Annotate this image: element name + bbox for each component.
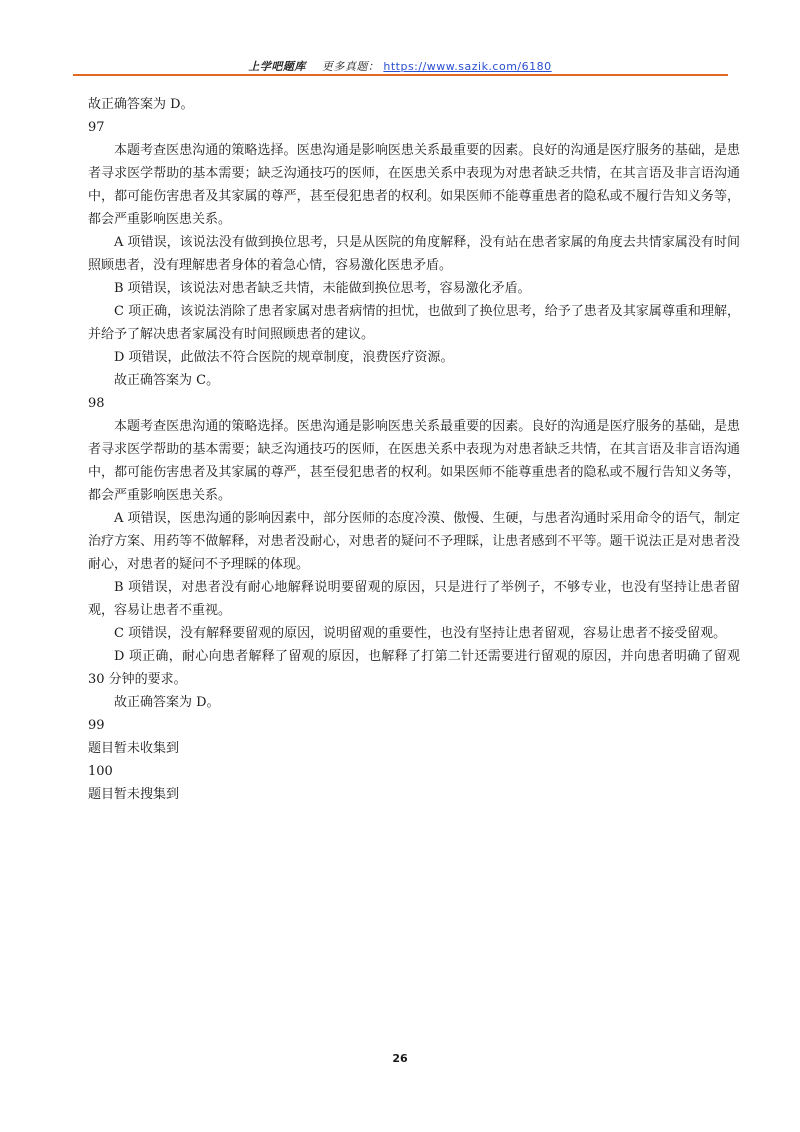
option-d-analysis: D 项错误，此做法不符合医院的规章制度，浪费医疗资源。 — [114, 350, 454, 365]
explanation-paragraph: 本题考查医患沟通的策略选择。医患沟通是影响医患关系最重要的因素。良好的沟通是医疗服务的基础，是患者寻求医学帮助的基本需要；缺乏沟通技巧的医师，在医患关系中表现为对患者缺乏共情，在其言语及非言语沟通中，都可能伤害患者及其家属的尊严，甚至侵犯患者的权利。如果医师不能尊重患者的隐私或不履行告知义务等，都会严重影响医患关系。 — [88, 143, 740, 227]
header-divider — [73, 74, 728, 76]
option-d-analysis: D 项正确，耐心向患者解释了留观的原因，也解释了打第二针还需要进行留观的原因，并向患者明确了留观 30 分钟的要求。 — [88, 649, 740, 687]
explanation-paragraph: 本题考查医患沟通的策略选择。医患沟通是影响医患关系最重要的因素。良好的沟通是医疗服务的基础，是患者寻求医学帮助的基本需要；缺乏沟通技巧的医师，在医患关系中表现为对患者缺乏共情，在其言语及非言语沟通中，都可能伤害患者及其家属的尊严，甚至侵犯患者的权利。如果医师不能尊重患者的隐私或不履行告知义务等，都会严重影响医患关系。 — [88, 419, 740, 503]
page-number: 26 — [392, 1052, 408, 1065]
question-number: 100 — [88, 764, 113, 779]
header-url-link[interactable]: https://www.sazik.com/6180 — [383, 60, 552, 73]
option-c-analysis: C 项正确，该说法消除了患者家属对患者病情的担忧，也做到了换位思考，给予了患者及其家属尊重和理解，并给予了解决患者家属没有时间照顾患者的建议。 — [88, 304, 740, 342]
option-a-analysis: A 项错误，该说法没有做到换位思考，只是从医院的角度解释，没有站在患者家属的角度去共情家属没有时间照顾患者，没有理解患者身体的着急心情，容易激化医患矛盾。 — [88, 235, 740, 273]
answer-line: 故正确答案为 C。 — [114, 373, 220, 388]
header-brand: 上学吧题库 — [248, 60, 306, 73]
option-b-analysis: B 项错误，对患者没有耐心地解释说明要留观的原因，只是进行了举例子，不够专业，也没有坚持让患者留观，容易让患者不重视。 — [88, 580, 740, 618]
option-a-analysis: A 项错误，医患沟通的影响因素中，部分医师的态度冷漠、傲慢、生硬，与患者沟通时采用命令的语气，制定治疗方案、用药等不做解释，对患者没耐心，对患者的疑问不予理睬，让患者感到不平等。题干说法正是对患者没耐心，对患者的疑问不予理睬的体现。 — [88, 511, 740, 572]
question-number: 97 — [88, 120, 105, 135]
not-collected-note: 题目暂未收集到 — [88, 741, 180, 756]
answer-line: 故正确答案为 D。 — [114, 695, 220, 710]
option-c-analysis: C 项错误，没有解释要留观的原因，说明留观的重要性，也没有坚持让患者留观，容易让患者不接受留观。 — [114, 626, 727, 641]
document-body — [88, 93, 740, 806]
question-number: 99 — [88, 718, 105, 733]
header-link-label: 更多真题： — [321, 60, 380, 73]
not-collected-note: 题目暂未搜集到 — [88, 787, 180, 802]
page-header — [0, 58, 800, 74]
answer-line: 故正确答案为 D。 — [88, 97, 194, 112]
question-number: 98 — [88, 396, 105, 411]
option-b-analysis: B 项错误，该说法对患者缺乏共情，未能做到换位思考，容易激化矛盾。 — [114, 281, 531, 296]
